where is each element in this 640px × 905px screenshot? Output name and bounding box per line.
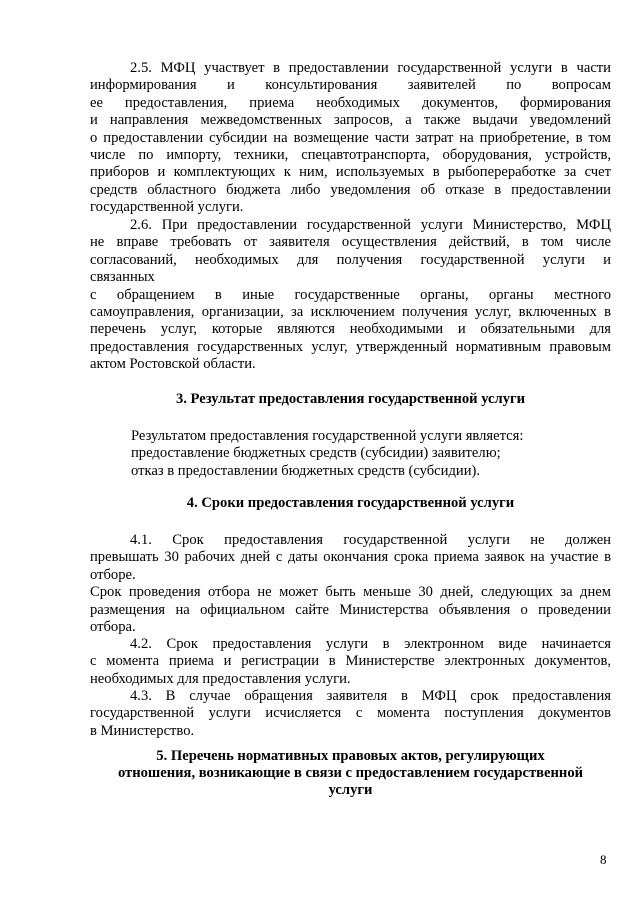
- text-line: предоставление бюджетных средств (субсидии) заявителю;: [131, 445, 501, 462]
- paragraph-4-1: [90, 532, 611, 636]
- result-block: [131, 428, 523, 480]
- section-5-heading-line: отношения, возникающие в связи с предоставлением государственной: [117, 765, 584, 781]
- paragraph-4-3: [90, 688, 611, 740]
- text-line: отказ в предоставлении бюджетных средств (субсидии).: [131, 462, 481, 479]
- text-line: Результатом предоставления государственной услуги является:: [131, 428, 524, 444]
- text-line: 2.5. МФЦ участвует в предоставлении государственной услуги в части: [130, 60, 611, 76]
- text-line: с обращением в иные государственные органы, органы местного: [90, 286, 611, 303]
- paragraph-4-2: [90, 636, 611, 688]
- text-line: числе по импорту, техники, спецавтотранспорта, оборудования, устройств,: [90, 147, 611, 164]
- text-line: предоставления государственных услуг, утвержденный нормативным правовым: [90, 338, 611, 355]
- text-line: приборов и комплектующих к ним, используемых в рыбопереработке за счет: [90, 164, 611, 181]
- text-line: отборе.: [90, 566, 136, 583]
- text-line: отбора.: [90, 619, 136, 636]
- section-5-heading-line: 5. Перечень нормативных правовых актов, регулирующих: [156, 748, 545, 764]
- paragraph-2-6: [90, 217, 611, 374]
- text-line: самоуправления, организации, за исключением получения услуг, включенных в: [90, 304, 611, 321]
- text-line: 2.6. При предоставлении государственной услуги Министерство, МФЦ: [130, 217, 611, 233]
- text-line: перечень услуг, которые являются необходимыми и обязательными для: [90, 321, 611, 338]
- text-line: превышать 30 рабочих дней с даты окончания срока приема заявок на участие в: [90, 549, 611, 566]
- text-line: необходимых для предоставления услуги.: [90, 670, 351, 687]
- text-line: размещения на официальном сайте Министерства объявления о проведении: [90, 601, 611, 618]
- text-line: информирования и консультирования заявителей по вопросам: [90, 77, 611, 94]
- text-line: ее предоставления, приема необходимых документов, формирования: [90, 94, 611, 111]
- text-line: средств областного бюджета либо уведомления об отказе в предоставлении: [90, 181, 611, 198]
- text-line: с момента приема и регистрации в Министерстве электронных документов,: [90, 653, 611, 670]
- page-number: 8: [600, 852, 607, 867]
- text-line: о предоставлении субсидии на возмещение части затрат на приобретение, в том: [90, 129, 611, 146]
- text-line: в Министерство.: [90, 722, 195, 739]
- paragraph-2-5: [90, 60, 611, 217]
- text-line: 4.1. Срок предоставления государственной услуги не должен: [130, 532, 611, 548]
- text-line: Срок проведения отбора не может быть меньше 30 дней, следующих за днем: [90, 584, 611, 601]
- text-line: согласований, необходимых для получения государственной услуги и: [90, 251, 611, 268]
- section-5-heading-line: услуги: [328, 782, 373, 798]
- text-line: 4.3. В случае обращения заявителя в МФЦ срок предоставления: [130, 688, 611, 704]
- section-4-heading: 4. Сроки предоставления государственной услуги: [186, 495, 515, 511]
- text-line: государственной услуги.: [90, 199, 244, 216]
- text-line: государственной услуги исчисляется с момента поступления документов: [90, 705, 611, 722]
- section-3-heading: 3. Результат предоставления государственной услуги: [175, 391, 526, 407]
- text-line: 4.2. Срок предоставления услуги в электронном виде начинается: [130, 636, 611, 652]
- text-line: актом Ростовской области.: [90, 356, 256, 373]
- text-line: не вправе требовать от заявителя осуществления действий, в том числе: [90, 234, 611, 251]
- text-line: и направления межведомственных запросов, а также выдачи уведомлений: [90, 112, 611, 129]
- text-line: связанных: [90, 269, 155, 286]
